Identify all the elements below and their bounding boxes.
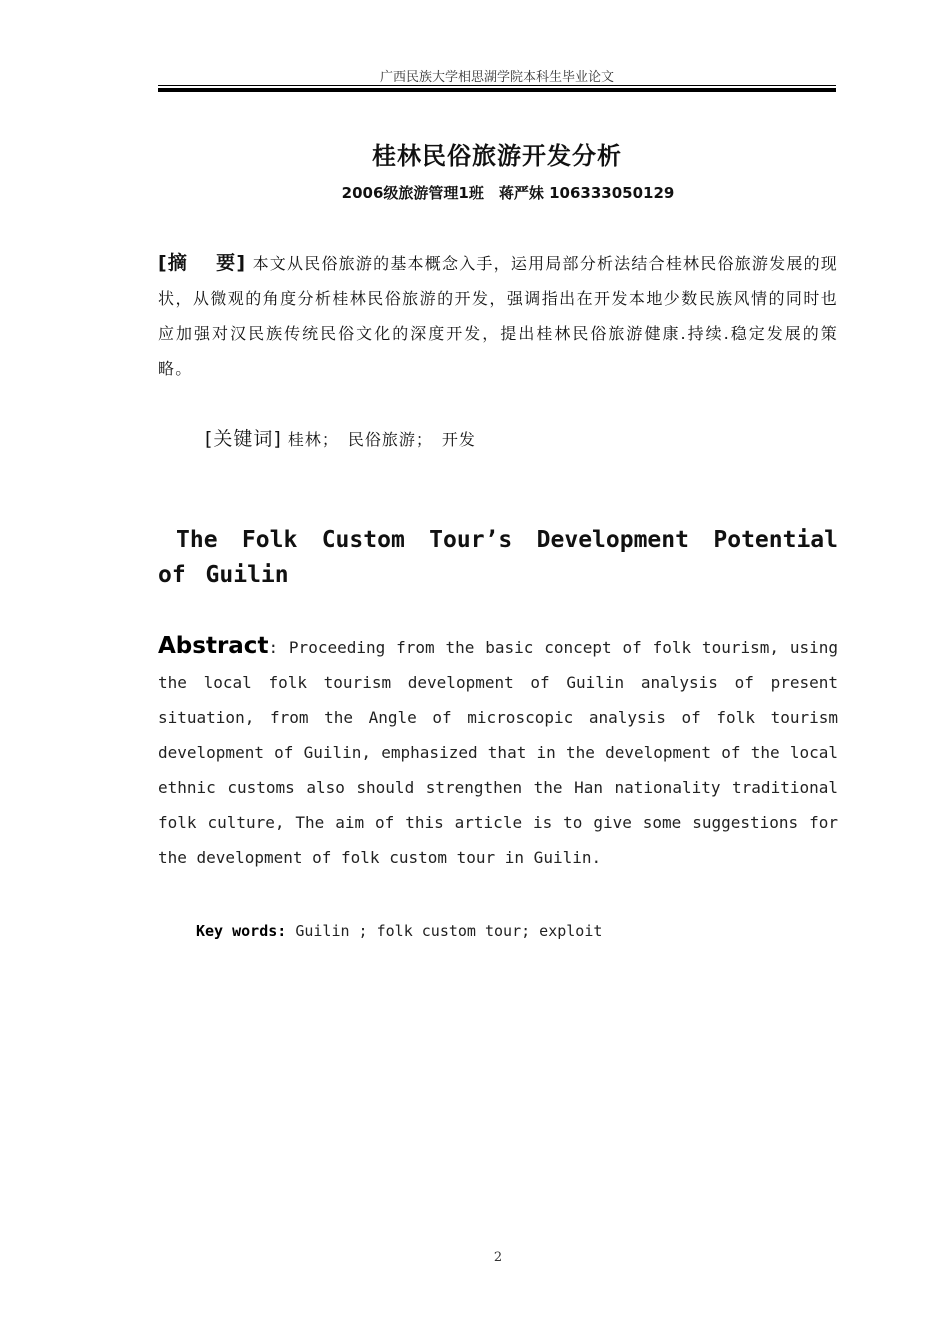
paper-title-chinese: 桂林民俗旅游开发分析 — [372, 142, 622, 170]
running-header: 广西民族大学相思湖学院本科生毕业论文 — [379, 70, 614, 85]
keywords-chinese — [205, 424, 476, 455]
keywords-english-text: Guilin ; folk custom tour; exploit — [286, 922, 603, 940]
keywords-english — [196, 918, 602, 944]
abstract-english-label: Abstract — [158, 633, 269, 659]
abstract-chinese-label: [摘 要] — [158, 252, 247, 274]
paper-title-english: The Folk Custom Tour’s Development Potential of Guilin — [158, 527, 838, 588]
header-rule-thick — [158, 88, 836, 92]
page-number: 2 — [493, 1250, 503, 1265]
header-rule-thin — [158, 85, 836, 86]
abstract-chinese — [158, 246, 838, 386]
author-line: 2006级旅游管理1班 蒋严妹 106333050129 — [341, 184, 675, 202]
keywords-chinese-text: 桂林； 民俗旅游； 开发 — [281, 430, 476, 449]
keywords-chinese-label: [关键词] — [205, 428, 282, 450]
abstract-chinese-text: 本文从民俗旅游的基本概念入手，运用局部分析法结合桂林民俗旅游发展的现状，从微观的角度分析桂林民俗旅游的开发，强调指出在开发本地少数民族风情的同时也应加强对汉民族传统民俗文化的深度开发，提出桂林民俗旅游健康.持续.稳定发展的策略。 — [158, 254, 838, 378]
abstract-english-text: : Proceeding from the basic concept of folk tourism, using the local folk tourism development of Guilin analysis of present situation, from the Angle of microscopic analysis of folk tourism development of Guilin, emphasized that in the development of the local ethnic customs also should strengthen the Han nationality traditional folk culture, The aim of this article is to give some suggestions for the development of folk custom tour in Guilin. — [158, 638, 838, 867]
abstract-english — [158, 629, 838, 875]
keywords-english-label: Key words: — [196, 922, 287, 940]
